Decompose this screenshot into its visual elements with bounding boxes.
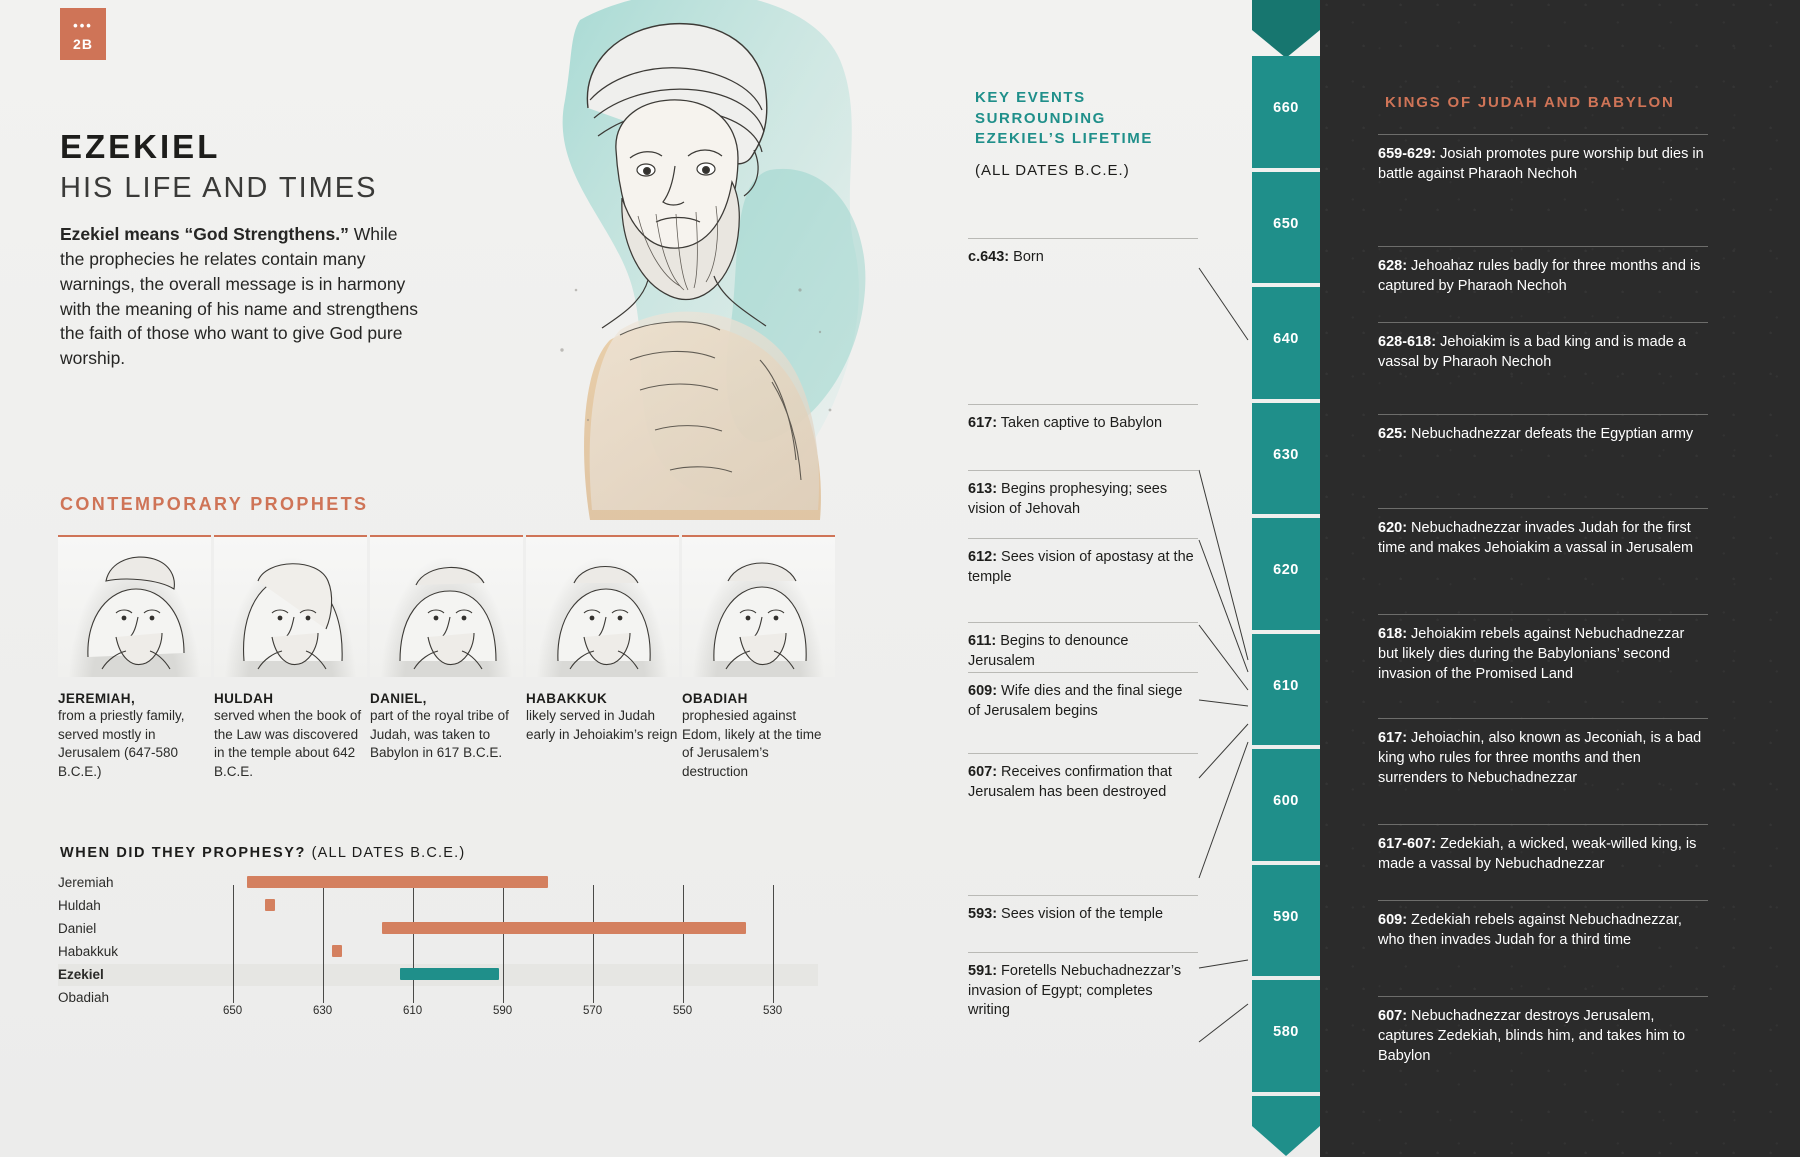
king-entry-date: 620: xyxy=(1378,520,1408,536)
gantt-row-label: Habakkuk xyxy=(58,944,119,959)
prophet-portrait-icon xyxy=(526,537,679,677)
key-events-note: (ALL DATES B.C.E.) xyxy=(975,162,1130,179)
prophet-description: likely served in Judah early in Jehoiakim’s reign xyxy=(526,708,678,742)
key-event-item xyxy=(968,470,1198,519)
key-event-date: 609: xyxy=(968,683,998,699)
intro-paragraph xyxy=(60,222,420,371)
key-event-date: 617: xyxy=(968,415,998,431)
gantt-row-label: Obadiah xyxy=(58,990,110,1005)
gantt-tick-label: 650 xyxy=(223,1005,243,1017)
king-entry-text: Nebuchadnezzar defeats the Egyptian army xyxy=(1407,426,1694,442)
gantt-row-label: Jeremiah xyxy=(58,875,114,890)
intro-body: While the prophecies he relates contain many warnings, the overall message is in harmony with the meaning of his name and strengthens the faith of those who want to give God pure worship. xyxy=(60,224,418,369)
key-event-date: 611: xyxy=(968,633,997,649)
king-entry xyxy=(1378,414,1708,444)
king-entry-date: 617-607: xyxy=(1378,836,1437,852)
king-entry-date: 659-629: xyxy=(1378,146,1437,162)
gantt-tick-label: 570 xyxy=(583,1005,603,1017)
king-entry-text: Josiah promotes pure worship but dies in battle against Pharaoh Nechoh xyxy=(1378,146,1704,182)
key-event-text: Receives confirmation that Jerusalem has been destroyed xyxy=(968,764,1172,800)
prophesy-chart-subtitle: (ALL DATES B.C.E.) xyxy=(311,845,466,861)
prophet-portrait-icon xyxy=(58,537,211,677)
key-event-item xyxy=(968,404,1198,434)
prophet-card-daniel xyxy=(370,535,523,782)
key-event-date: 593: xyxy=(968,906,998,922)
gantt-bar xyxy=(247,876,549,888)
prophet-description: from a priestly family, served mostly in Jerusalem (647-580 B.C.E.) xyxy=(58,708,185,779)
king-entry-text: Nebuchadnezzar invades Judah for the first time and makes Jehoiakim a vassal in Jerusalem xyxy=(1378,520,1694,556)
kings-heading: KINGS OF JUDAH AND BABYLON xyxy=(1385,94,1675,111)
key-event-item xyxy=(968,952,1198,1021)
prophesy-gantt-chart xyxy=(58,875,818,1015)
gantt-row-label: Daniel xyxy=(58,921,97,936)
gantt-gridline xyxy=(413,885,414,1003)
timeline-year-label: 650 xyxy=(1273,215,1299,232)
king-entry-date: 617: xyxy=(1378,730,1408,746)
king-entry-text: Jehoiakim rebels against Nebuchadnezzar but likely dies during the Babylonians’ second invasion of the Promised Land xyxy=(1378,626,1685,682)
king-entry-text: Zedekiah, a wicked, weak-willed king, is made a vassal by Nebuchadnezzar xyxy=(1378,836,1697,872)
king-entry xyxy=(1378,996,1708,1066)
king-entry-text: Nebuchadnezzar destroys Jerusalem, captures Zedekiah, blinds him, and takes him to Babylon xyxy=(1378,1008,1686,1064)
king-entry xyxy=(1378,322,1708,372)
timeline-year-label: 580 xyxy=(1273,1024,1299,1041)
king-entry-date: 628-618: xyxy=(1378,334,1437,350)
king-entry xyxy=(1378,246,1708,296)
key-events-heading xyxy=(975,88,1153,150)
king-entry-text: Jehoiakim is a bad king and is made a vassal by Pharaoh Nechoh xyxy=(1378,334,1686,370)
key-event-text: Begins prophesying; sees vision of Jehovah xyxy=(968,481,1168,517)
gantt-bar xyxy=(382,922,747,934)
prophet-card-habakkuk xyxy=(526,535,679,782)
key-event-date: 591: xyxy=(968,963,998,979)
gantt-bar xyxy=(265,899,275,911)
key-event-date: 612: xyxy=(968,549,998,565)
timeline-year-label: 640 xyxy=(1273,331,1299,348)
contemporary-prophets-heading: CONTEMPORARY PROPHETS xyxy=(60,494,369,514)
key-event-text: Taken captive to Babylon xyxy=(997,415,1163,431)
king-entry-text: Jehoiachin, also known as Jeconiah, is a bad king who rules for three months and then surrenders to Nebuchadnezzar xyxy=(1378,730,1702,786)
timeline-year-label: 610 xyxy=(1273,677,1299,694)
gantt-tick-label: 550 xyxy=(673,1005,693,1017)
key-event-item xyxy=(968,538,1198,587)
king-entry-date: 609: xyxy=(1378,912,1408,928)
king-entry xyxy=(1378,134,1708,184)
gantt-row-label: Huldah xyxy=(58,898,101,913)
key-event-text: Sees vision of apostasy at the temple xyxy=(968,549,1194,585)
gantt-tick-label: 530 xyxy=(763,1005,783,1017)
gantt-gridline xyxy=(503,885,504,1003)
key-event-item xyxy=(968,753,1198,802)
gantt-gridline xyxy=(323,885,324,1003)
gantt-bar xyxy=(400,968,499,980)
prophet-portrait-icon xyxy=(214,537,367,677)
gantt-bar xyxy=(332,945,342,957)
key-event-item xyxy=(968,672,1198,721)
king-entry-date: 628: xyxy=(1378,258,1408,274)
prophet-name: JEREMIAH, xyxy=(58,691,136,706)
prophet-name: HABAKKUK xyxy=(526,691,608,706)
key-event-date: 607: xyxy=(968,764,998,780)
key-event-date: 613: xyxy=(968,481,998,497)
timeline-year-label: 630 xyxy=(1273,446,1299,463)
timeline-year-label: 600 xyxy=(1273,793,1299,810)
gantt-gridline xyxy=(593,885,594,1003)
gantt-gridline xyxy=(773,885,774,1003)
badge-number: 2B xyxy=(73,36,93,52)
timeline-year-label: 620 xyxy=(1273,562,1299,579)
gantt-gridline xyxy=(233,885,234,1003)
prophet-card-jeremiah xyxy=(58,535,211,782)
king-entry xyxy=(1378,718,1708,788)
king-entry-date: 618: xyxy=(1378,626,1408,642)
intro-bold: Ezekiel means “God Strengthens.” xyxy=(60,224,349,244)
key-events-heading-line3: EZEKIEL’S LIFETIME xyxy=(975,130,1153,148)
prophet-description: prophesied against Edom, likely at the time of Jerusalem’s destruction xyxy=(682,708,822,779)
key-event-text: Wife dies and the final siege of Jerusalem begins xyxy=(968,683,1183,719)
timeline-scale xyxy=(1252,0,1320,1157)
prophet-card-obadiah xyxy=(682,535,835,782)
gantt-row-label: Ezekiel xyxy=(58,967,104,982)
key-event-item xyxy=(968,622,1198,671)
key-event-text: Sees vision of the temple xyxy=(997,906,1164,922)
badge-dots: ••• xyxy=(73,18,93,33)
key-events-heading-line1: KEY EVENTS xyxy=(975,89,1086,106)
key-events-heading-line2: SURROUNDING xyxy=(975,109,1106,127)
prophet-portrait-icon xyxy=(370,537,523,677)
king-entry xyxy=(1378,824,1708,874)
king-entry-text: Zedekiah rebels against Nebuchadnezzar, who then invades Judah for a third time xyxy=(1378,912,1682,948)
gantt-gridline xyxy=(683,885,684,1003)
contemporary-prophets-row xyxy=(58,535,838,782)
prophet-name: HULDAH xyxy=(214,691,274,706)
page-title: EZEKIEL xyxy=(60,128,221,165)
prophesy-chart-heading xyxy=(60,845,465,861)
key-event-item xyxy=(968,238,1198,268)
key-event-text: Born xyxy=(1009,249,1044,265)
king-entry-date: 625: xyxy=(1378,426,1408,442)
section-badge xyxy=(60,8,106,60)
page-title-block xyxy=(60,128,480,205)
king-entry-date: 607: xyxy=(1378,1008,1408,1024)
timeline-bottom-arrow xyxy=(1252,1096,1320,1157)
king-entry xyxy=(1378,900,1708,950)
key-event-text: Foretells Nebuchadnezzar’s invasion of Egypt; completes writing xyxy=(968,963,1182,1019)
key-event-date: c.643: xyxy=(968,249,1010,265)
king-entry-text: Jehoahaz rules badly for three months and is captured by Pharaoh Nechoh xyxy=(1378,258,1701,294)
king-entry xyxy=(1378,614,1708,684)
prophet-name: DANIEL, xyxy=(370,691,427,706)
gantt-tick-label: 610 xyxy=(403,1005,423,1017)
gantt-tick-label: 630 xyxy=(313,1005,333,1017)
page-subtitle: HIS LIFE AND TIMES xyxy=(60,172,378,204)
king-entry xyxy=(1378,508,1708,558)
prophet-name: OBADIAH xyxy=(682,691,748,706)
prophet-description: part of the royal tribe of Judah, was taken to Babylon in 617 B.C.E. xyxy=(370,708,509,761)
gantt-tick-label: 590 xyxy=(493,1005,513,1017)
key-event-item xyxy=(968,895,1198,925)
prophesy-chart-title: WHEN DID THEY PROPHESY? xyxy=(60,845,307,861)
prophet-description: served when the book of the Law was discovered in the temple about 642 B.C.E. xyxy=(214,708,362,779)
key-event-text: Begins to denounce Jerusalem xyxy=(968,633,1129,669)
timeline-year-label: 660 xyxy=(1273,100,1299,116)
timeline-year-label: 590 xyxy=(1273,908,1299,925)
prophet-portrait-icon xyxy=(682,537,835,677)
prophet-card-huldah xyxy=(214,535,367,782)
ezekiel-portrait-illustration xyxy=(470,0,970,610)
